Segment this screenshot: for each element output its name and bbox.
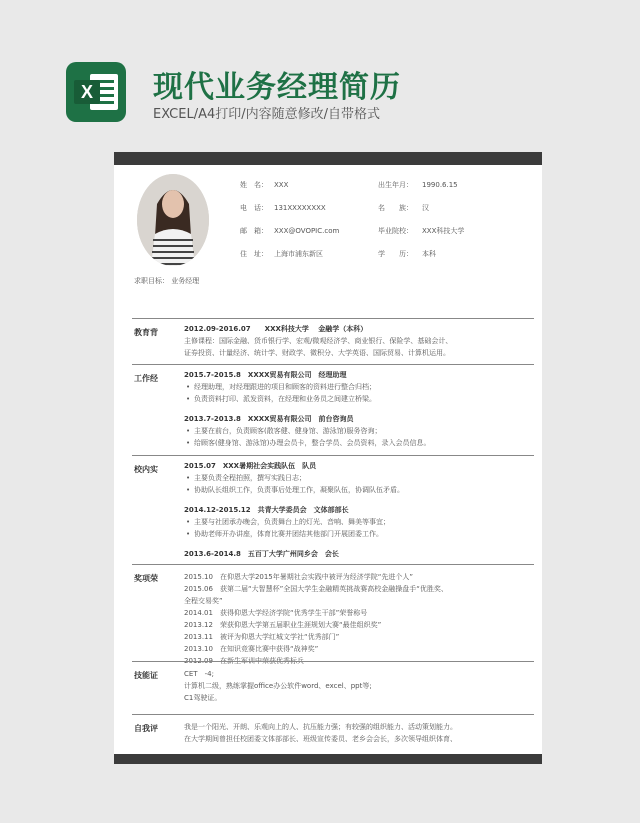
excel-icon: [66, 62, 126, 122]
resume-document: [114, 152, 542, 764]
excel-letter: X: [74, 80, 100, 104]
award-line: 2014.01 获得仰恩大学经济学院“优秀学生干部”荣誉称号: [184, 609, 368, 617]
award-line: 2012.09 在新生军训中荣获优秀标兵: [184, 657, 304, 665]
job-item: • 主要在前台，负责顾客(散客健、健身馆、游泳馆)服务咨询；: [184, 425, 528, 437]
address-field: 住 址： 上海市浦东新区: [240, 250, 323, 258]
section-title: 奖项荣: [134, 574, 158, 583]
email-field: 邮 箱： XXX@OVOPIC.com: [240, 227, 340, 235]
award-line: 2013.11 被评为仰恩大学红城文学社“优秀部门”: [184, 633, 340, 641]
campus-item: • 主要与社团承办晚会，负责舞台上的灯光、音响、舞美等事宜；: [184, 516, 528, 528]
campus-item: • 主要负责全程拍照，撰写实践日志；: [184, 472, 528, 484]
campus-head: 2014.12-2015.12 共青大学委员会 文体部部长: [184, 506, 349, 514]
education-line: 证券投资、计量经济、统计学、财政学、微积分、大学英语、国际贸易、计算机运用。: [184, 349, 450, 357]
campus-head: 2013.6-2014.8 五百丁大学广州同乡会 会长: [184, 550, 339, 558]
education-line: 主修课程：国际金融、货币银行学、宏观/微观经济学、商业银行、保险学、基础会计、: [184, 337, 453, 345]
section-title: 自我评: [134, 724, 158, 733]
award-line: 2013.12 荣获仰恩大学第五届职业生涯规划大赛“最佳组织奖”: [184, 621, 382, 629]
ethnic-field: 名 族： 汉: [378, 204, 429, 212]
job-item: • 给顾客(健身馆、游泳馆)办理会员卡，整合学员、会员资料，录入会员信息。: [184, 437, 528, 449]
campus-item: • 协助老师开办讲座，体育比赛并团结其他部门开展团委工作。: [184, 528, 528, 540]
page-subtitle: EXCEL/A4打印/内容随意修改/自带格式: [153, 107, 381, 122]
job-item: • 负责资料打印、派发资料，在经理和业务员之间建立桥梁。: [184, 393, 528, 405]
skill-line: C1驾驶证。: [184, 694, 222, 702]
award-line: 全程交易奖”: [184, 597, 223, 605]
profile-photo: [137, 174, 209, 266]
name-field: 姓 名： XXX: [240, 181, 289, 189]
section-campus: [132, 455, 534, 565]
degree-field: 学 历： 本科: [378, 250, 436, 258]
section-title: 工作经: [134, 374, 158, 383]
self-line: 在大学期间曾担任校团委文体部部长、班级宣传委员、老乡会会长，多次领导组织体育、: [184, 735, 457, 743]
phone-field: 电 话： 131XXXXXXXX: [240, 204, 326, 212]
birth-field: 出生年月： 1990.6.15: [378, 181, 458, 189]
job-head: 2015.7-2015.8 XXXX贸易有限公司 经理助理: [184, 371, 347, 379]
page-title: 现代业务经理简历: [153, 70, 401, 105]
section-education: [132, 318, 534, 362]
job-head: 2013.7-2013.8 XXXX贸易有限公司 前台咨询员: [184, 415, 354, 423]
skill-line: 计算机二级，熟练掌握office办公软件word、excel、ppt等;: [184, 682, 372, 690]
award-line: 2015.10 在仰恩大学2015年暑期社会实践中被评为经济学院“先进个人”: [184, 573, 414, 581]
campus-item: • 协助队长组织工作，负责事后处理工作，凝聚队伍，协调队伍矛盾。: [184, 484, 528, 496]
job-item: • 经理助理，对经理跟进的项目和顾客的资料进行整合归档；: [184, 381, 528, 393]
award-line: 2013.10 在知识竞赛比赛中获得“战神奖”: [184, 645, 319, 653]
school-field: 毕业院校： XXX科技大学: [378, 227, 465, 235]
product-header: [0, 0, 640, 150]
section-title: 校内实: [134, 465, 158, 474]
section-self-evaluation: [132, 714, 534, 754]
section-awards: [132, 564, 534, 668]
education-head: 2012.09-2016.07 XXX科技大学 金融学（本科）: [184, 325, 368, 333]
section-work: [132, 364, 534, 452]
section-title: 技能证: [134, 671, 158, 680]
section-title: 教育背: [134, 328, 158, 337]
self-line: 我是一个阳光、开朗、乐观向上的人、抗压能力强；有较强的组织能力、活动策划能力。: [184, 723, 457, 731]
section-skills: [132, 661, 534, 713]
campus-head: 2015.07 XXX暑期社会实践队伍 队员: [184, 462, 317, 470]
award-line: 2015.06 获第二届“大智慧杯”全国大学生金融精英挑战赛高校金融操盘手“优胜奖、: [184, 585, 448, 593]
skill-line: CET -4;: [184, 670, 214, 678]
job-objective: 求职目标： 业务经理: [134, 277, 200, 285]
